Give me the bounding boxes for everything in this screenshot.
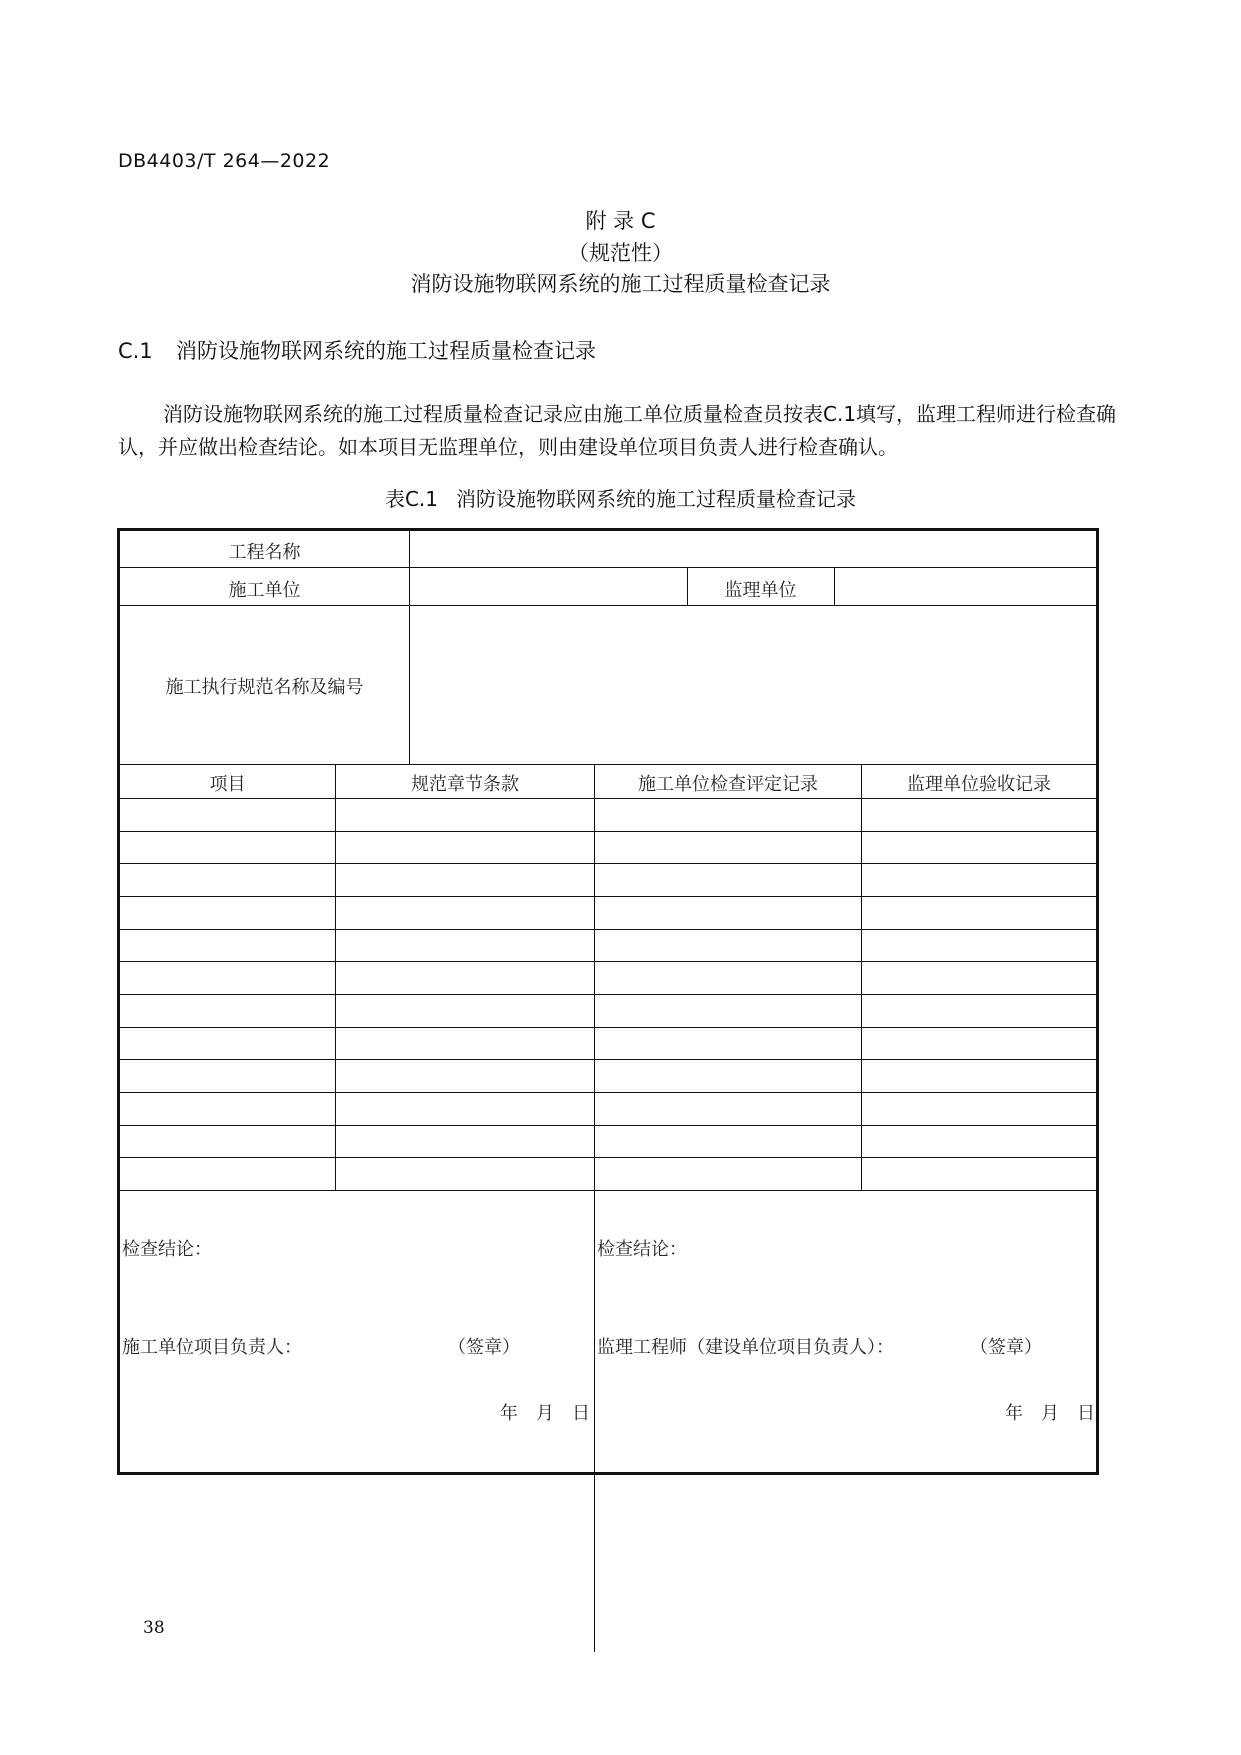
left-date: 年 月 日 [500,1403,590,1424]
table-row-line [120,1092,1096,1093]
table-row-line [120,1059,1096,1060]
document-id: DB4403/T 264—2022 [118,150,331,172]
table-row-line [120,896,1096,897]
appendix-title: 附 录 C [585,209,656,233]
inspection-record-form [117,528,1099,1475]
page-number: 38 [143,1618,165,1638]
grid-line [120,764,1096,765]
standard-label: 施工执行规范名称及编号 [165,677,364,698]
left-seal: （签章） [448,1337,520,1358]
right-seal: （签章） [970,1337,1042,1358]
column-header-constructor-record: 施工单位检查评定记录 [638,774,818,795]
table-row-line [120,1027,1096,1028]
constructor-label: 施工单位 [228,580,301,601]
grid-line [120,798,1096,799]
column-header-supervisor-record: 监理单位验收记录 [907,774,1051,795]
supervisor-label: 监理单位 [724,580,797,601]
grid-line [594,764,595,1652]
table-row-line [120,863,1096,864]
grid-line [861,764,862,1190]
body-paragraph [118,398,1118,464]
section-title: 消防设施物联网系统的施工过程质量检查记录 [176,339,596,363]
section-heading [118,335,596,365]
right-date: 年 月 日 [1005,1403,1095,1424]
table-row-line [120,831,1096,832]
table-caption-title: 消防设施物联网系统的施工过程质量检查记录 [456,487,857,511]
table-row-line [120,1157,1096,1158]
project-name-label: 工程名称 [228,542,301,563]
appendix-nature: （规范性） [568,241,673,265]
grid-line [120,1190,1096,1191]
left-signer-label: 施工单位项目负责人： [122,1337,302,1358]
table-caption-number: 表C.1 [384,487,439,511]
section-number: C.1 [118,339,153,363]
table-caption [0,483,1241,512]
table-row-line [120,994,1096,995]
right-signer-label: 监理工程师（建设单位项目负责人）： [597,1337,894,1358]
table-row-line [120,961,1096,962]
supervisor-field[interactable] [835,568,1096,604]
left-conclusion-label: 检查结论： [122,1239,212,1260]
constructor-field[interactable] [410,568,686,604]
paragraph-text: 消防设施物联网系统的施工过程质量检查记录应由施工单位质量检查员按表C.1填写，监理工程师进行检查确认，并应做出检查结论。如本项目无监理单位，则由建设单位项目负责人进行检查确认。 [118,402,1117,459]
appendix-subtitle: 消防设施物联网系统的施工过程质量检查记录 [410,272,831,296]
grid-line [335,764,336,1190]
right-conclusion-label: 检查结论： [597,1239,687,1260]
table-row-line [120,1125,1096,1126]
column-header-item: 项目 [209,774,246,795]
standard-field[interactable] [410,606,1096,763]
table-row-line [120,929,1096,930]
column-header-clause: 规范章节条款 [411,774,519,795]
